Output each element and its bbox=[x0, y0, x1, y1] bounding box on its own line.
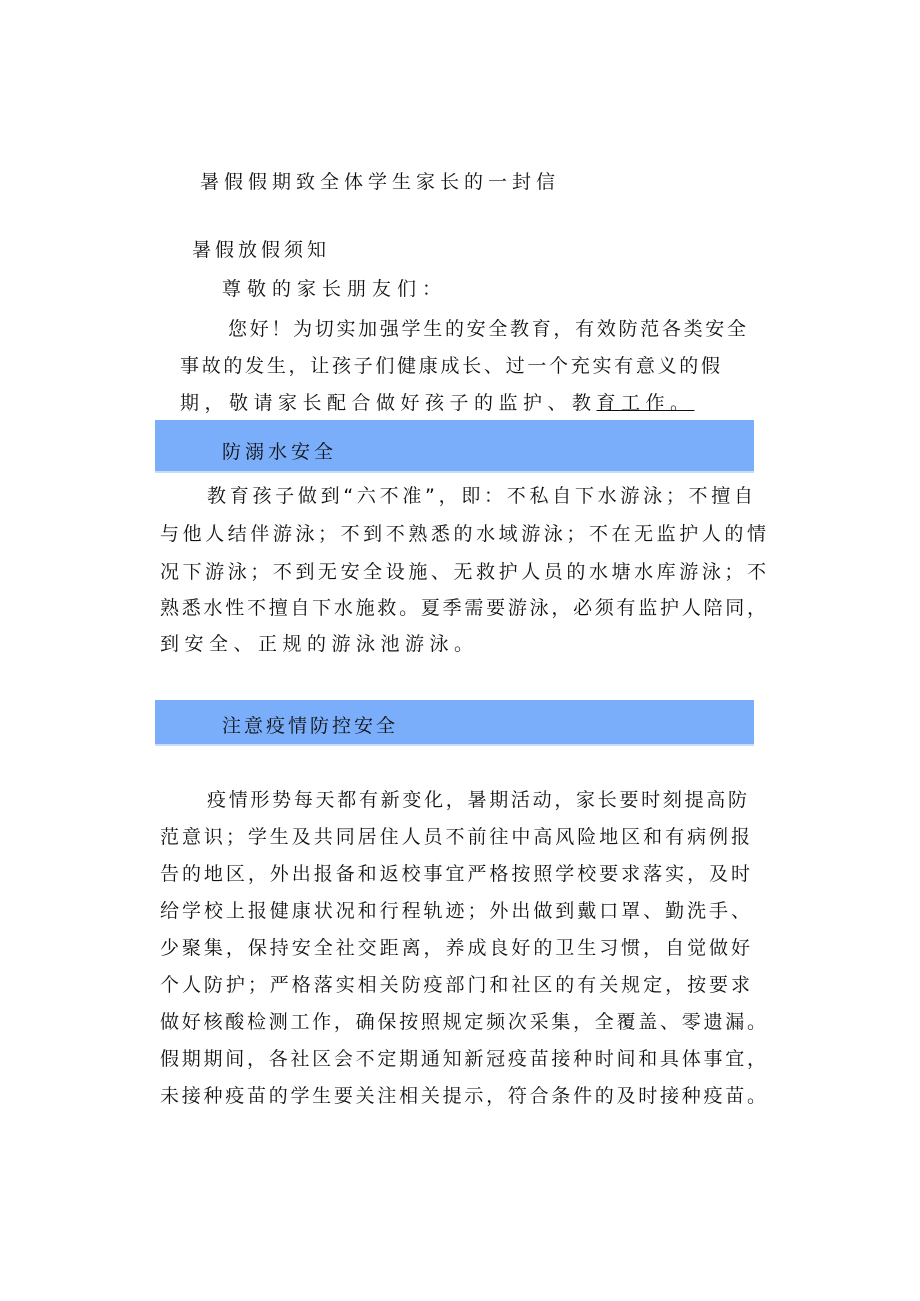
paragraph-line: 少聚集，保持安全社交距离，养成良好的卫生习惯，自觉做好 bbox=[160, 937, 750, 959]
paragraph-line: 未接种疫苗的学生要关注相关提示，符合条件的及时接种疫苗。 bbox=[160, 1085, 766, 1107]
section-heading-band bbox=[155, 700, 754, 746]
paragraph-line: 教育孩子做到“六不准”，即：不私自下水游泳；不擅自 bbox=[207, 485, 753, 507]
paragraph-line: 个人防护；严格落实相关防疫部门和社区的有关规定，按要求 bbox=[160, 974, 750, 996]
paragraph-line: 到安全、正规的游泳池游泳。 bbox=[160, 633, 479, 655]
intro-line bbox=[180, 391, 695, 415]
paragraph-line: 况下游泳；不到无安全设施、无救护人员的水塘水库游泳；不 bbox=[160, 561, 766, 583]
paragraph-line: 做好核酸检测工作，确保按照规定频次采集，全覆盖、零遗漏。 bbox=[160, 1011, 766, 1033]
paragraph-line: 告的地区，外出报备和返校事宜严格按照学校要求落实，及时 bbox=[160, 863, 750, 885]
intro-text: 期，敬请家长配合做好孩子的监护、教 bbox=[180, 392, 597, 414]
paragraph-line: 与他人结伴游泳；不到不熟悉的水域游泳；不在无监护人的情 bbox=[160, 523, 766, 545]
paragraph-line: 假期期间，各社区会不定期通知新冠疫苗接种时间和具体事宜， bbox=[160, 1048, 766, 1070]
paragraph-line: 疫情形势每天都有新变化，暑期活动，家长要时刻提高防 bbox=[207, 789, 747, 811]
intro-line: 事故的发生，让孩子们健康成长、过一个充实有意义的假 bbox=[180, 355, 720, 377]
letter-title: 暑假假期致全体学生家长的一封信 bbox=[200, 171, 561, 193]
paragraph-line: 熟悉水性不擅自下水施救。夏季需要游泳，必须有监护人陪同， bbox=[160, 597, 766, 619]
section-heading: 注意疫情防控安全 bbox=[222, 715, 399, 737]
greeting: 尊敬的家长朋友们： bbox=[222, 278, 448, 300]
paragraph-line: 给学校上报健康状况和行程轨迹；外出做到戴口罩、勤洗手、 bbox=[160, 900, 750, 922]
underlined-text: 育工作。 bbox=[596, 392, 695, 414]
section-heading-band bbox=[155, 420, 754, 473]
subtitle: 暑假放假须知 bbox=[192, 239, 331, 261]
intro-line: 您好！为切实加强学生的安全教育，有效防范各类安全 bbox=[228, 318, 746, 340]
paragraph-line: 范意识；学生及共同居住人员不前往中高风险地区和有病例报 bbox=[160, 826, 750, 848]
section-heading: 防溺水安全 bbox=[222, 441, 338, 463]
